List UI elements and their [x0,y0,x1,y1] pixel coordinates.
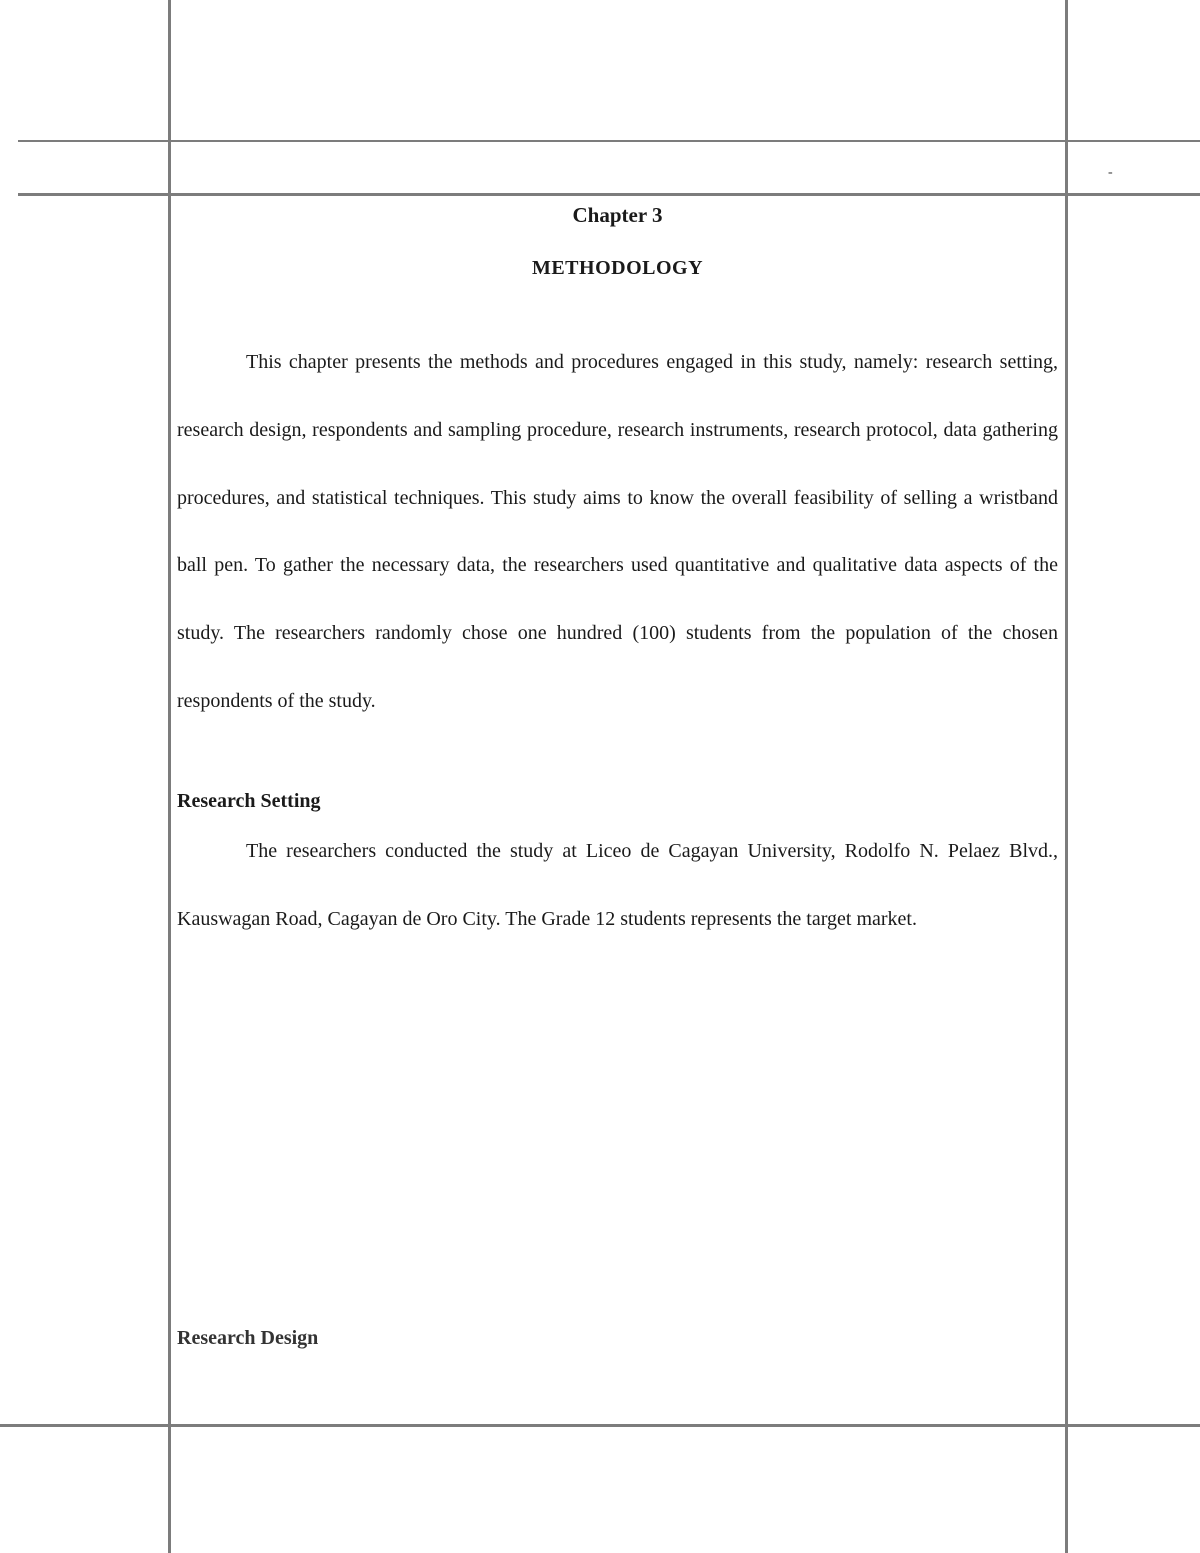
intro-paragraph: This chapter presents the methods and procedures engaged in this study, namely: research setting, research design, respondents and sampling procedure, research instruments, research protocol, data gathering procedures, and statistical techniques. This study aims to know the overall feasibility of selling a wristband ball pen. To gather the necessary data, the researchers used quantitative and qualitative data aspects of the study. The researchers randomly chose one hundred (100) students from the population of the chosen respondents of the study. [177,351,1058,712]
chapter-number: Chapter 3 [572,203,663,227]
chapter-title: METHODOLOGY [531,257,704,279]
section-heading-research-design: Research Design [177,1327,319,1349]
header-top-guide [18,140,1200,142]
section-heading-research-setting: Research Setting [177,789,321,812]
left-margin-guide [168,0,171,1553]
footer-guide [0,1424,1200,1427]
page-body [177,198,1058,953]
research-setting-paragraph: The researchers conducted the study at Liceo de Cagayan University, Rodolfo N. Pelaez Blvd., Kauswagan Road, Cagayan de Oro City. The Grade 12 students represents the target market. [177,839,1058,930]
header-mark: - [1108,165,1113,180]
header-bottom-guide [18,193,1200,196]
right-margin-guide [1065,0,1068,1553]
